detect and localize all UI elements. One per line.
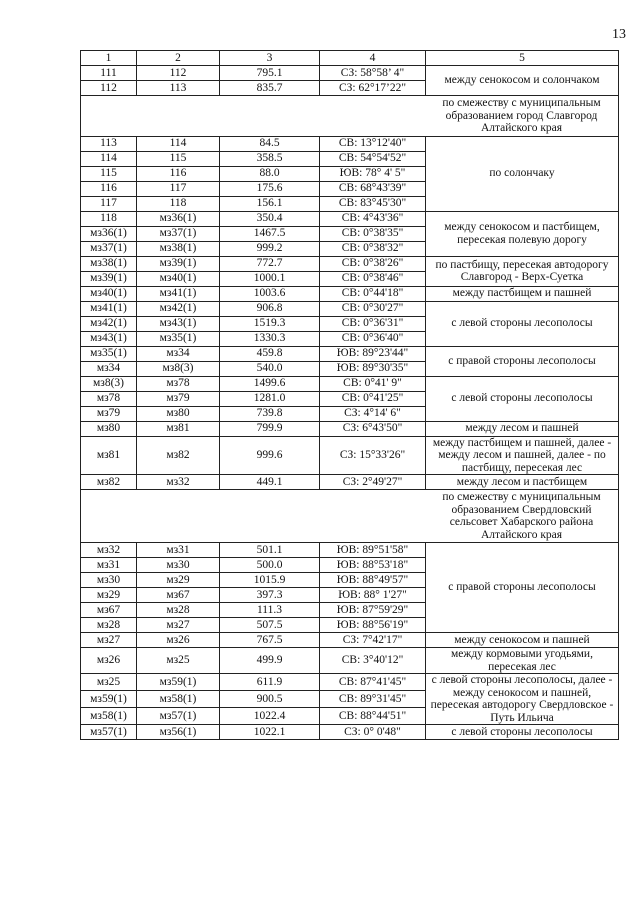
to-point-cell: мз78 xyxy=(137,376,220,391)
from-point-cell: мз31 xyxy=(81,558,137,573)
bearing-cell: СВ: 0°36'40" xyxy=(320,331,426,346)
bearing-cell: СВ: 0°38'32" xyxy=(320,241,426,256)
boundary-description-cell: с левой стороны лесополосы xyxy=(426,376,619,421)
table-row xyxy=(81,490,619,543)
from-point-cell: 117 xyxy=(81,196,137,211)
to-point-cell: мз8(3) xyxy=(137,361,220,376)
boundary-description-cell: между сенокосом и пашней xyxy=(426,633,619,648)
header-col-2: 2 xyxy=(137,51,220,66)
from-point-cell: мз29 xyxy=(81,588,137,603)
boundary-description-cell: между лесом и пашней xyxy=(426,421,619,436)
bearing-cell: СВ: 3°40'12" xyxy=(320,648,426,674)
distance-cell: 111.3 xyxy=(220,603,320,618)
boundary-description-cell: между сенокосом и солончаком xyxy=(426,66,619,96)
from-point-cell: мз67 xyxy=(81,603,137,618)
from-point-cell: мз59(1) xyxy=(81,691,137,708)
header-col-1: 1 xyxy=(81,51,137,66)
to-point-cell: мз38(1) xyxy=(137,241,220,256)
to-point-cell: 112 xyxy=(137,66,220,81)
from-point-cell: 112 xyxy=(81,81,137,96)
bearing-cell: ЮВ: 88°56'19" xyxy=(320,618,426,633)
table-row xyxy=(81,136,619,151)
bearing-cell: СЗ: 15°33'26" xyxy=(320,436,426,475)
to-point-cell: мз31 xyxy=(137,543,220,558)
to-point-cell: мз34 xyxy=(137,346,220,361)
to-point-cell: мз32 xyxy=(137,475,220,490)
distance-cell: 1519.3 xyxy=(220,316,320,331)
boundary-description-cell: между пастбищем и пашней xyxy=(426,286,619,301)
bearing-cell: СВ: 0°44'18" xyxy=(320,286,426,301)
to-point-cell: мз42(1) xyxy=(137,301,220,316)
distance-cell: 999.6 xyxy=(220,436,320,475)
to-point-cell: мз30 xyxy=(137,558,220,573)
from-point-cell: 113 xyxy=(81,136,137,151)
to-point-cell: мз29 xyxy=(137,573,220,588)
from-point-cell: мз57(1) xyxy=(81,725,137,740)
bearing-cell: ЮВ: 88°53'18" xyxy=(320,558,426,573)
header-col-4: 4 xyxy=(320,51,426,66)
table-row xyxy=(81,256,619,271)
from-point-cell: мз41(1) xyxy=(81,301,137,316)
header-col-5: 5 xyxy=(426,51,619,66)
bearing-cell: ЮВ: 89°23'44" xyxy=(320,346,426,361)
distance-cell: 501.1 xyxy=(220,543,320,558)
from-point-cell: мз32 xyxy=(81,543,137,558)
from-point-cell: мз81 xyxy=(81,436,137,475)
bearing-cell: СВ: 0°38'46" xyxy=(320,271,426,286)
bearing-cell: СВ: 0°36'31" xyxy=(320,316,426,331)
distance-cell: 767.5 xyxy=(220,633,320,648)
distance-cell: 449.1 xyxy=(220,475,320,490)
bearing-cell: ЮВ: 88° 1'27" xyxy=(320,588,426,603)
bearing-cell: СВ: 83°45'30" xyxy=(320,196,426,211)
distance-cell: 1281.0 xyxy=(220,391,320,406)
to-point-cell: мз82 xyxy=(137,436,220,475)
distance-cell: 906.8 xyxy=(220,301,320,316)
from-point-cell: мз27 xyxy=(81,633,137,648)
from-point-cell: мз42(1) xyxy=(81,316,137,331)
to-point-cell: мз59(1) xyxy=(137,674,220,691)
bearing-cell: ЮВ: 89°51'58" xyxy=(320,543,426,558)
bearing-cell: СВ: 0°38'26" xyxy=(320,256,426,271)
boundary-description-cell: с левой стороны лесополосы, далее - между сенокосом и пашней, пересекая автодорогу Свердловское - Путь Ильича xyxy=(426,674,619,725)
header-row xyxy=(81,51,619,66)
from-point-cell: мз79 xyxy=(81,406,137,421)
bearing-cell: ЮВ: 87°59'29" xyxy=(320,603,426,618)
distance-cell: 799.9 xyxy=(220,421,320,436)
distance-cell: 795.1 xyxy=(220,66,320,81)
to-point-cell: 117 xyxy=(137,181,220,196)
bearing-cell: СВ: 0°30'27" xyxy=(320,301,426,316)
from-point-cell: мз38(1) xyxy=(81,256,137,271)
to-point-cell: мз81 xyxy=(137,421,220,436)
to-point-cell: 115 xyxy=(137,151,220,166)
distance-cell: 1499.6 xyxy=(220,376,320,391)
table-row xyxy=(81,421,619,436)
table-row xyxy=(81,376,619,391)
bearing-cell: СВ: 0°41'25" xyxy=(320,391,426,406)
distance-cell: 459.8 xyxy=(220,346,320,361)
to-point-cell: мз27 xyxy=(137,618,220,633)
distance-cell: 999.2 xyxy=(220,241,320,256)
to-point-cell: мз26 xyxy=(137,633,220,648)
to-point-cell: мз36(1) xyxy=(137,211,220,226)
distance-cell: 84.5 xyxy=(220,136,320,151)
from-point-cell: 115 xyxy=(81,166,137,181)
table-body xyxy=(81,66,619,740)
to-point-cell: 116 xyxy=(137,166,220,181)
bearing-cell: ЮВ: 88°49'57" xyxy=(320,573,426,588)
from-point-cell: мз26 xyxy=(81,648,137,674)
distance-cell: 900.5 xyxy=(220,691,320,708)
boundary-description-cell: с левой стороны лесополосы xyxy=(426,301,619,346)
distance-cell: 1015.9 xyxy=(220,573,320,588)
from-point-cell: 118 xyxy=(81,211,137,226)
distance-cell: 1022.4 xyxy=(220,708,320,725)
from-point-cell: мз58(1) xyxy=(81,708,137,725)
table-row xyxy=(81,301,619,316)
header-col-3: 3 xyxy=(220,51,320,66)
bearing-cell: СЗ: 58°58’ 4" xyxy=(320,66,426,81)
to-point-cell: мз40(1) xyxy=(137,271,220,286)
bearing-cell: СЗ: 4°14' 6" xyxy=(320,406,426,421)
table-row xyxy=(81,543,619,558)
table-row xyxy=(81,96,619,137)
to-point-cell: мз39(1) xyxy=(137,256,220,271)
to-point-cell: мз35(1) xyxy=(137,331,220,346)
table-row xyxy=(81,211,619,226)
to-point-cell: 118 xyxy=(137,196,220,211)
from-point-cell: мз39(1) xyxy=(81,271,137,286)
bearing-cell: СВ: 0°41' 9" xyxy=(320,376,426,391)
bearing-cell: СВ: 4°43'36" xyxy=(320,211,426,226)
boundary-description-cell: между лесом и пастбищем xyxy=(426,475,619,490)
bearing-cell: СЗ: 6°43'50" xyxy=(320,421,426,436)
bearing-cell: СВ: 88°44'51" xyxy=(320,708,426,725)
to-point-cell: мз28 xyxy=(137,603,220,618)
boundary-table xyxy=(80,50,619,740)
table-row xyxy=(81,674,619,691)
boundary-description-cell: с правой стороны лесополосы xyxy=(426,346,619,376)
to-point-cell: мз37(1) xyxy=(137,226,220,241)
distance-cell: 175.6 xyxy=(220,181,320,196)
from-point-cell: мз36(1) xyxy=(81,226,137,241)
to-point-cell: мз67 xyxy=(137,588,220,603)
bearing-cell: СВ: 68°43'39" xyxy=(320,181,426,196)
table-row xyxy=(81,725,619,740)
to-point-cell: 113 xyxy=(137,81,220,96)
bearing-cell: СВ: 0°38'35" xyxy=(320,226,426,241)
boundary-description-cell: по солончаку xyxy=(426,136,619,211)
bearing-cell: СВ: 54°54'52" xyxy=(320,151,426,166)
to-point-cell: мз57(1) xyxy=(137,708,220,725)
to-point-cell: мз79 xyxy=(137,391,220,406)
from-point-cell: мз37(1) xyxy=(81,241,137,256)
boundary-description-cell: с правой стороны лесополосы xyxy=(426,543,619,633)
bearing-cell: СЗ: 7°42'17" xyxy=(320,633,426,648)
distance-cell: 88.0 xyxy=(220,166,320,181)
distance-cell: 507.5 xyxy=(220,618,320,633)
distance-cell: 1000.1 xyxy=(220,271,320,286)
boundary-description-cell: между кормовыми угодьями, пересекая лес xyxy=(426,648,619,674)
distance-cell: 397.3 xyxy=(220,588,320,603)
adjacency-note: по смежеству с муниципальным образованием Свердловский сельсовет Хабарского района Алтайского края xyxy=(81,490,619,543)
from-point-cell: мз35(1) xyxy=(81,346,137,361)
distance-cell: 1330.3 xyxy=(220,331,320,346)
table-row xyxy=(81,436,619,475)
distance-cell: 540.0 xyxy=(220,361,320,376)
from-point-cell: мз78 xyxy=(81,391,137,406)
table-row xyxy=(81,346,619,361)
page-number: 13 xyxy=(612,27,626,42)
distance-cell: 350.4 xyxy=(220,211,320,226)
bearing-cell: СЗ: 0° 0'48" xyxy=(320,725,426,740)
boundary-description-cell: между сенокосом и пастбищем, пересекая полевую дорогу xyxy=(426,211,619,256)
distance-cell: 358.5 xyxy=(220,151,320,166)
bearing-cell: СВ: 13°12'40" xyxy=(320,136,426,151)
from-point-cell: мз40(1) xyxy=(81,286,137,301)
boundary-description-cell: между пастбищем и пашней, далее - между лесом и пашней, далее - по пастбищу, пересекая лес xyxy=(426,436,619,475)
adjacency-note: по смежеству с муниципальным образованием город Славгород Алтайского края xyxy=(81,96,619,137)
distance-cell: 499.9 xyxy=(220,648,320,674)
distance-cell: 611.9 xyxy=(220,674,320,691)
bearing-cell: СВ: 87°41'45" xyxy=(320,674,426,691)
distance-cell: 1003.6 xyxy=(220,286,320,301)
from-point-cell: мз28 xyxy=(81,618,137,633)
table-row xyxy=(81,633,619,648)
distance-cell: 1022.1 xyxy=(220,725,320,740)
to-point-cell: мз56(1) xyxy=(137,725,220,740)
from-point-cell: мз43(1) xyxy=(81,331,137,346)
distance-cell: 1467.5 xyxy=(220,226,320,241)
from-point-cell: 114 xyxy=(81,151,137,166)
to-point-cell: мз80 xyxy=(137,406,220,421)
bearing-cell: ЮВ: 78° 4' 5" xyxy=(320,166,426,181)
from-point-cell: мз80 xyxy=(81,421,137,436)
boundary-description-cell: с левой стороны лесополосы xyxy=(426,725,619,740)
distance-cell: 772.7 xyxy=(220,256,320,271)
from-point-cell: мз30 xyxy=(81,573,137,588)
distance-cell: 156.1 xyxy=(220,196,320,211)
to-point-cell: 114 xyxy=(137,136,220,151)
table-row xyxy=(81,66,619,81)
distance-cell: 500.0 xyxy=(220,558,320,573)
from-point-cell: мз82 xyxy=(81,475,137,490)
from-point-cell: мз34 xyxy=(81,361,137,376)
to-point-cell: мз25 xyxy=(137,648,220,674)
from-point-cell: 111 xyxy=(81,66,137,81)
table-row xyxy=(81,286,619,301)
table-row xyxy=(81,648,619,674)
boundary-description-cell: по пастбищу, пересекая автодорогу Славгород - Верх-Суетка xyxy=(426,256,619,286)
bearing-cell: СВ: 89°31'45" xyxy=(320,691,426,708)
to-point-cell: мз58(1) xyxy=(137,691,220,708)
from-point-cell: мз25 xyxy=(81,674,137,691)
from-point-cell: 116 xyxy=(81,181,137,196)
from-point-cell: мз8(3) xyxy=(81,376,137,391)
bearing-cell: СЗ: 62°17’22" xyxy=(320,81,426,96)
bearing-cell: СЗ: 2°49'27" xyxy=(320,475,426,490)
to-point-cell: мз41(1) xyxy=(137,286,220,301)
distance-cell: 835.7 xyxy=(220,81,320,96)
distance-cell: 739.8 xyxy=(220,406,320,421)
table-row xyxy=(81,475,619,490)
to-point-cell: мз43(1) xyxy=(137,316,220,331)
bearing-cell: ЮВ: 89°30'35" xyxy=(320,361,426,376)
